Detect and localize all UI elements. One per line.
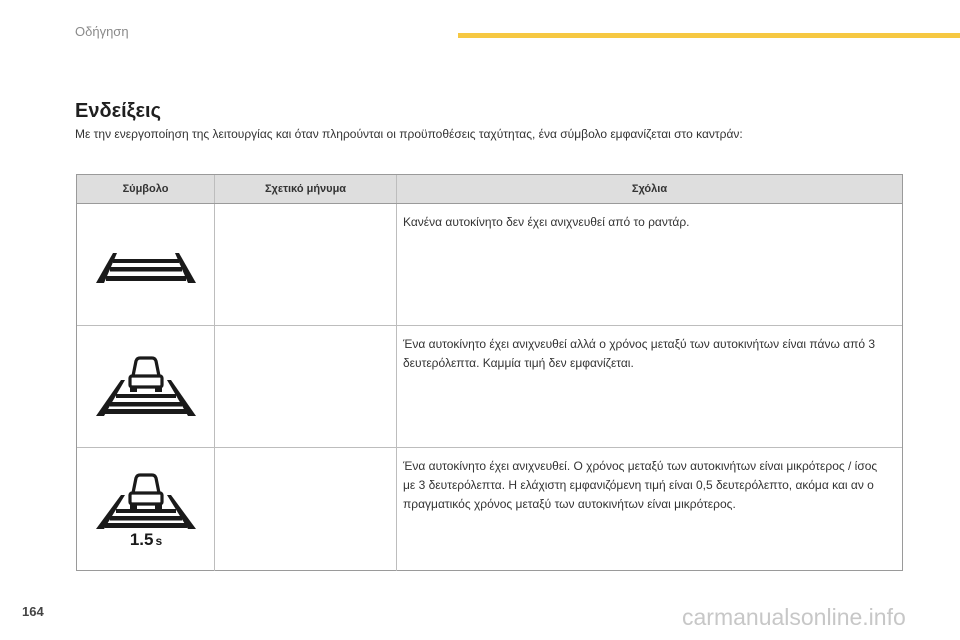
intro-paragraph: Με την ενεργοποίηση της λειτουργίας και όταν πληρούνται οι προϋποθέσεις ταχύτητας, ένα σύμβολο εμφανίζεται στο καντράν: <box>75 127 743 141</box>
table-row <box>77 204 902 326</box>
road-lines-icon <box>96 245 196 285</box>
time-value: 1.5 <box>129 529 153 547</box>
message-cell <box>215 326 397 447</box>
indicators-table <box>76 174 903 571</box>
table-row <box>77 326 902 448</box>
road-car-time-icon <box>96 473 196 547</box>
page-heading: Ενδείξεις <box>75 100 161 122</box>
svg-text:1.5s <box>129 530 162 547</box>
symbol-cell <box>77 326 215 447</box>
comment-cell: Ένα αυτοκίνητο έχει ανιχνευθεί. Ο χρόνος μεταξύ των αυτοκινήτων είναι μικρότερος / ίσος με 3 δευτερόλεπτα. Η ελάχιστη εμφανιζόμενη τιμή είναι 0,5 δευτερόλεπτο, ακόμα και αν ο πραγματικός χρόνος μεταξύ των αυτοκινήτων είναι μικρότερος. <box>403 459 878 511</box>
message-cell <box>215 204 397 325</box>
time-unit: s <box>154 533 162 547</box>
table-row <box>77 448 902 571</box>
header-symbol: Σύμβολο <box>77 175 215 203</box>
section-title: Οδήγηση <box>75 24 129 39</box>
accent-bar <box>458 33 960 38</box>
symbol-cell <box>77 448 215 571</box>
header-message: Σχετικό μήνυμα <box>215 175 397 203</box>
symbol-cell <box>77 204 215 325</box>
comment-cell: Κανένα αυτοκίνητο δεν έχει ανιχνευθεί από το ραντάρ. <box>403 215 690 229</box>
road-car-icon <box>96 356 196 418</box>
watermark: carmanualsonline.info <box>682 604 906 630</box>
comment-cell: Ένα αυτοκίνητο έχει ανιχνευθεί αλλά ο χρόνος μεταξύ των αυτοκινήτων είναι πάνω από 3 δευτερόλεπτα. Καμμία τιμή δεν εμφανίζεται. <box>403 337 876 370</box>
message-cell <box>215 448 397 571</box>
header-comments: Σχόλια <box>631 183 668 195</box>
page-number: 164 <box>22 604 44 619</box>
table-header <box>77 175 902 204</box>
